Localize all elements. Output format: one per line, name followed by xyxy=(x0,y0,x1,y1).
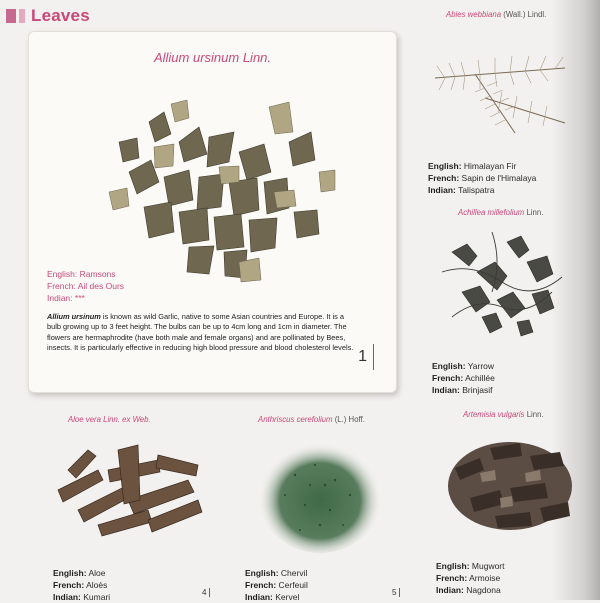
common-names-aloe xyxy=(53,567,110,603)
species-title-aloe: Aloe vera Linn. ex Web. xyxy=(68,415,151,424)
ramsons-dried-leaves-image xyxy=(89,82,339,292)
indian-name-row: Indian: *** xyxy=(47,293,85,303)
indian-name-row: Indian: Talispatra xyxy=(428,185,495,195)
section-title: Leaves xyxy=(31,6,90,25)
species-title-artemisia: Artemisia vulgaris Linn. xyxy=(463,410,544,419)
indian-name-row: Indian: Nagdona xyxy=(436,585,501,595)
species-title-anthriscus: Anthriscus cerefolium (L.) Hoff. xyxy=(258,415,365,424)
yarrow-image xyxy=(432,222,572,342)
header-color-block xyxy=(6,9,16,23)
common-names-abies xyxy=(428,160,536,196)
chervil-image xyxy=(255,425,385,555)
english-name-row: English: Chervil xyxy=(245,568,308,578)
page-number: 1 xyxy=(358,344,374,370)
common-names-anthriscus xyxy=(245,567,308,603)
page-number-5: 5 xyxy=(392,588,400,597)
french-name-row: French: Aloès xyxy=(53,580,108,590)
himalayan-fir-image xyxy=(425,38,575,143)
english-name-row: English: Mugwort xyxy=(436,561,505,571)
indian-name-row: Indian: Kervel xyxy=(245,592,300,602)
header-color-block-light xyxy=(19,9,25,23)
english-name-row: English: Yarrow xyxy=(432,361,495,371)
french-name-row: French: Cerfeuil xyxy=(245,580,308,590)
feature-card xyxy=(28,31,397,393)
species-title-abies: Abies webbiana (Wall.) Lindl. xyxy=(446,10,547,19)
feature-description: Allium ursinum is known as wild Garlic, native to some Asian countries and Europe. It is a bulb growing up to 3 feet height. The bulbs can be up to 4cm long and 1cm in diameter. The flowers are hermaphrodite (have both male and female organs) and are pollinated by Bees, insects. It is particularly effective in reducing high blood pressure and blood cholesterol levels. xyxy=(47,312,354,353)
english-name-row: English: Ramsons xyxy=(47,269,116,279)
common-names-artemisia xyxy=(436,560,505,596)
french-name-row: French: Achillée xyxy=(432,373,495,383)
french-name-row: French: Sapin de l'Himalaya xyxy=(428,173,537,183)
english-name-row: English: Aloe xyxy=(53,568,106,578)
indian-name-row: Indian: Brinjasif xyxy=(432,385,493,395)
aloe-image xyxy=(48,440,208,540)
feature-common-names xyxy=(47,268,124,304)
species-title-achillea: Achillea millefolium Linn. xyxy=(458,208,544,217)
feature-title: Allium ursinum Linn. xyxy=(153,50,272,65)
page-number-4: 4 xyxy=(202,588,210,597)
english-name-row: English: Himalayan Fir xyxy=(428,161,517,171)
section-header xyxy=(6,6,90,26)
common-names-achillea xyxy=(432,360,495,396)
french-name-row: French: Armoise xyxy=(436,573,501,583)
french-name-row: French: Ail des Ours xyxy=(47,281,125,291)
indian-name-row: Indian: Kumari xyxy=(53,592,111,602)
mugwort-image xyxy=(440,428,580,538)
